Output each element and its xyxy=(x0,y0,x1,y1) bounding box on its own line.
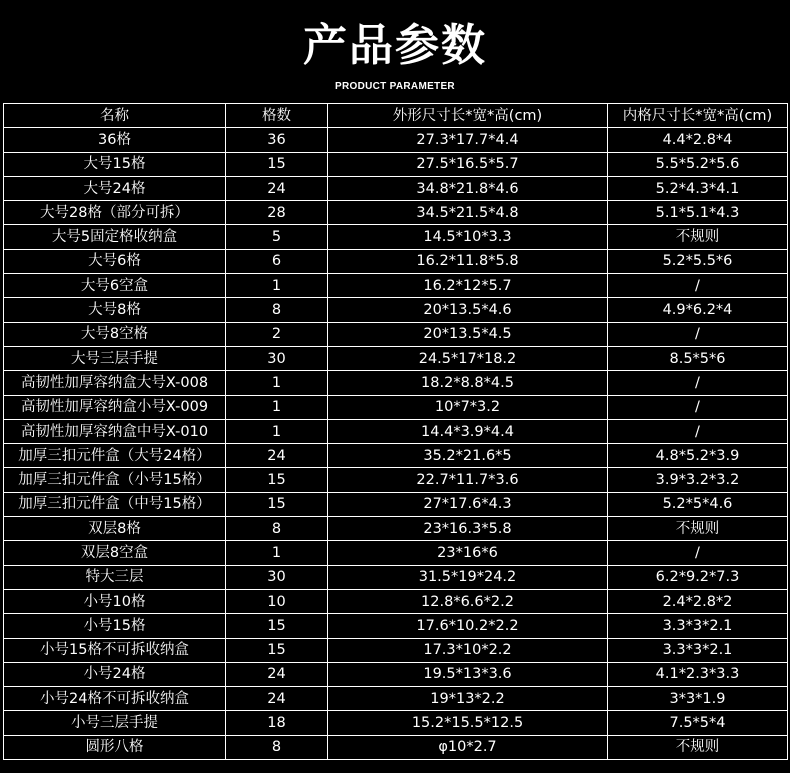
cell-outer-size: 27.3*17.7*4.4 xyxy=(328,128,608,152)
table-row xyxy=(4,468,788,492)
cell-compartments: 18 xyxy=(226,711,328,735)
cell-outer-size: 19*13*2.2 xyxy=(328,687,608,711)
cell-inner-size: / xyxy=(608,371,788,395)
cell-inner-size: 5.2*5*4.6 xyxy=(608,492,788,516)
cell-compartments: 10 xyxy=(226,589,328,613)
table-row xyxy=(4,346,788,370)
table-row xyxy=(4,298,788,322)
cell-compartments: 8 xyxy=(226,298,328,322)
page-header xyxy=(0,0,790,101)
cell-outer-size: 20*13.5*4.5 xyxy=(328,322,608,346)
cell-outer-size: 31.5*19*24.2 xyxy=(328,565,608,589)
table-row xyxy=(4,152,788,176)
cell-name: 高韧性加厚容纳盒中号X-010 xyxy=(4,419,226,443)
cell-compartments: 24 xyxy=(226,444,328,468)
column-header-outer-size: 外形尺寸长*宽*高(cm) xyxy=(328,104,608,128)
cell-outer-size: 12.8*6.6*2.2 xyxy=(328,589,608,613)
cell-outer-size: 16.2*11.8*5.8 xyxy=(328,249,608,273)
cell-outer-size: φ10*2.7 xyxy=(328,735,608,759)
cell-compartments: 6 xyxy=(226,249,328,273)
table-row xyxy=(4,711,788,735)
cell-inner-size: 3.3*3*2.1 xyxy=(608,638,788,662)
cell-inner-size: 2.4*2.8*2 xyxy=(608,589,788,613)
cell-name: 小号15格 xyxy=(4,614,226,638)
table-row xyxy=(4,687,788,711)
cell-compartments: 15 xyxy=(226,638,328,662)
cell-compartments: 30 xyxy=(226,565,328,589)
table-row xyxy=(4,128,788,152)
cell-name: 加厚三扣元件盒（中号15格） xyxy=(4,492,226,516)
cell-compartments: 15 xyxy=(226,468,328,492)
cell-name: 大号6格 xyxy=(4,249,226,273)
table-row xyxy=(4,395,788,419)
cell-inner-size: 8.5*5*6 xyxy=(608,346,788,370)
cell-outer-size: 22.7*11.7*3.6 xyxy=(328,468,608,492)
cell-compartments: 24 xyxy=(226,662,328,686)
cell-name: 大号15格 xyxy=(4,152,226,176)
cell-outer-size: 17.3*10*2.2 xyxy=(328,638,608,662)
cell-name: 特大三层 xyxy=(4,565,226,589)
cell-outer-size: 27.5*16.5*5.7 xyxy=(328,152,608,176)
column-header-inner-size: 内格尺寸长*宽*高(cm) xyxy=(608,104,788,128)
table-body xyxy=(4,128,788,760)
column-header-name: 名称 xyxy=(4,104,226,128)
cell-compartments: 1 xyxy=(226,541,328,565)
cell-compartments: 30 xyxy=(226,346,328,370)
cell-name: 小号24格 xyxy=(4,662,226,686)
table-row xyxy=(4,735,788,759)
cell-name: 加厚三扣元件盒（小号15格） xyxy=(4,468,226,492)
cell-compartments: 1 xyxy=(226,395,328,419)
cell-compartments: 15 xyxy=(226,614,328,638)
table-row xyxy=(4,322,788,346)
cell-name: 大号24格 xyxy=(4,176,226,200)
page-subtitle: PRODUCT PARAMETER xyxy=(335,81,455,92)
cell-outer-size: 15.2*15.5*12.5 xyxy=(328,711,608,735)
cell-compartments: 24 xyxy=(226,176,328,200)
cell-inner-size: 4.1*2.3*3.3 xyxy=(608,662,788,686)
table-row xyxy=(4,225,788,249)
cell-outer-size: 16.2*12*5.7 xyxy=(328,274,608,298)
cell-name: 小号三层手提 xyxy=(4,711,226,735)
cell-compartments: 36 xyxy=(226,128,328,152)
cell-name: 大号28格（部分可拆） xyxy=(4,201,226,225)
cell-outer-size: 19.5*13*3.6 xyxy=(328,662,608,686)
table-row xyxy=(4,201,788,225)
cell-compartments: 15 xyxy=(226,152,328,176)
cell-inner-size: 不规则 xyxy=(608,735,788,759)
cell-inner-size: 7.5*5*4 xyxy=(608,711,788,735)
cell-name: 小号24格不可拆收纳盒 xyxy=(4,687,226,711)
header-row xyxy=(4,104,788,128)
table-row xyxy=(4,249,788,273)
cell-inner-size: 3.9*3.2*3.2 xyxy=(608,468,788,492)
cell-name: 大号5固定格收纳盒 xyxy=(4,225,226,249)
table-row xyxy=(4,444,788,468)
cell-name: 大号8格 xyxy=(4,298,226,322)
cell-inner-size: / xyxy=(608,322,788,346)
cell-compartments: 8 xyxy=(226,735,328,759)
table-row xyxy=(4,274,788,298)
cell-name: 加厚三扣元件盒（大号24格） xyxy=(4,444,226,468)
table-row xyxy=(4,176,788,200)
cell-inner-size: 6.2*9.2*7.3 xyxy=(608,565,788,589)
cell-name: 高韧性加厚容纳盒小号X-009 xyxy=(4,395,226,419)
cell-inner-size: 4.4*2.8*4 xyxy=(608,128,788,152)
cell-inner-size: 5.2*5.5*6 xyxy=(608,249,788,273)
cell-compartments: 15 xyxy=(226,492,328,516)
cell-name: 小号10格 xyxy=(4,589,226,613)
table-row xyxy=(4,541,788,565)
cell-inner-size: 不规则 xyxy=(608,225,788,249)
cell-compartments: 28 xyxy=(226,201,328,225)
cell-compartments: 1 xyxy=(226,419,328,443)
cell-name: 大号8空格 xyxy=(4,322,226,346)
cell-inner-size: 不规则 xyxy=(608,517,788,541)
cell-name: 圆形八格 xyxy=(4,735,226,759)
product-parameter-table xyxy=(3,103,788,760)
cell-name: 36格 xyxy=(4,128,226,152)
cell-name: 双层8格 xyxy=(4,517,226,541)
cell-inner-size: 5.2*4.3*4.1 xyxy=(608,176,788,200)
cell-outer-size: 14.4*3.9*4.4 xyxy=(328,419,608,443)
cell-name: 小号15格不可拆收纳盒 xyxy=(4,638,226,662)
table-row xyxy=(4,638,788,662)
cell-inner-size: / xyxy=(608,395,788,419)
table-row xyxy=(4,662,788,686)
cell-outer-size: 27*17.6*4.3 xyxy=(328,492,608,516)
cell-name: 高韧性加厚容纳盒大号X-008 xyxy=(4,371,226,395)
table-row xyxy=(4,371,788,395)
cell-name: 大号6空盒 xyxy=(4,274,226,298)
table-row xyxy=(4,517,788,541)
table-row xyxy=(4,492,788,516)
cell-outer-size: 18.2*8.8*4.5 xyxy=(328,371,608,395)
cell-outer-size: 34.8*21.8*4.6 xyxy=(328,176,608,200)
cell-compartments: 24 xyxy=(226,687,328,711)
cell-outer-size: 34.5*21.5*4.8 xyxy=(328,201,608,225)
cell-inner-size: / xyxy=(608,419,788,443)
cell-compartments: 1 xyxy=(226,274,328,298)
cell-outer-size: 23*16.3*5.8 xyxy=(328,517,608,541)
cell-inner-size: 5.1*5.1*4.3 xyxy=(608,201,788,225)
column-header-compartments: 格数 xyxy=(226,104,328,128)
cell-outer-size: 20*13.5*4.6 xyxy=(328,298,608,322)
cell-compartments: 5 xyxy=(226,225,328,249)
cell-compartments: 1 xyxy=(226,371,328,395)
table-row xyxy=(4,589,788,613)
cell-outer-size: 17.6*10.2*2.2 xyxy=(328,614,608,638)
cell-name: 双层8空盒 xyxy=(4,541,226,565)
cell-outer-size: 35.2*21.6*5 xyxy=(328,444,608,468)
cell-outer-size: 14.5*10*3.3 xyxy=(328,225,608,249)
cell-name: 大号三层手提 xyxy=(4,346,226,370)
cell-inner-size: 3.3*3*2.1 xyxy=(608,614,788,638)
table-header xyxy=(4,104,788,128)
cell-inner-size: 3*3*1.9 xyxy=(608,687,788,711)
cell-inner-size: / xyxy=(608,541,788,565)
cell-inner-size: 4.9*6.2*4 xyxy=(608,298,788,322)
cell-inner-size: 5.5*5.2*5.6 xyxy=(608,152,788,176)
page-title: 产品参数 xyxy=(303,20,487,71)
cell-outer-size: 23*16*6 xyxy=(328,541,608,565)
cell-outer-size: 24.5*17*18.2 xyxy=(328,346,608,370)
cell-compartments: 8 xyxy=(226,517,328,541)
table-row xyxy=(4,419,788,443)
table-row xyxy=(4,565,788,589)
cell-outer-size: 10*7*3.2 xyxy=(328,395,608,419)
cell-inner-size: / xyxy=(608,274,788,298)
cell-compartments: 2 xyxy=(226,322,328,346)
cell-inner-size: 4.8*5.2*3.9 xyxy=(608,444,788,468)
table-row xyxy=(4,614,788,638)
